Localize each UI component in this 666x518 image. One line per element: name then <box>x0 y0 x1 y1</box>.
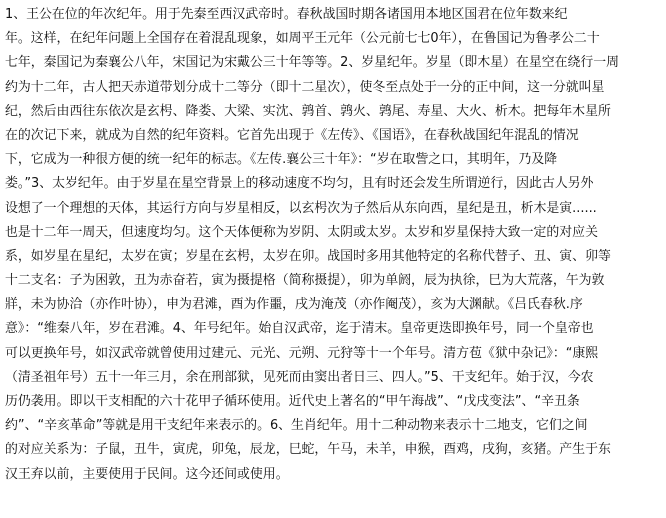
text-line: 设想了一个理想的天体，其运行方向与岁星相反，以玄枵次为子然后从东向西，星纪是丑，析木是寅...... <box>5 200 597 216</box>
text-line: 约为十二年，古人把天赤道带划分成十二等分（即十二星次），使冬至点处于一分的正中间，这一分就叫星 <box>5 79 605 95</box>
text-line: 的对应关系为：子鼠，丑牛，寅虎，卯兔，辰龙，巳蛇，午马，未羊，申猴，酉鸡，戌狗，亥猪。产生于东 <box>5 442 611 458</box>
text-line: （清圣祖年号）五十一年三月，余在刑部狱，见死而由窦出者日三、四人。”5、干支纪年。始于汉，今农 <box>5 369 594 385</box>
text-line: 也是十二年一周天，但速度均匀。这个天体便称为岁阴、太阴或太岁。太岁和岁星保持大致一定的对应关 <box>5 224 598 240</box>
text-line: 牂，未为协洽（亦作叶协），申为君滩，酉为作噩，戌为淹茂（亦作阉茂），亥为大渊献。《吕氏春秋.序 <box>5 297 583 313</box>
text-line: 纪，然后由西往东依次是玄枵、降娄、大梁、实沈、鹑首、鹑火、鹑尾、寿星、大火、析木。把每年木星所 <box>5 103 611 119</box>
text-line: 意》：“维秦八年，岁在君滩。4、年号纪年。始自汉武帝，迄于清末。皇帝更迭即换年号，同一个皇帝也 <box>5 321 594 337</box>
text-line: 约”、“辛亥革命”等就是用干支纪年来表示的。6、生肖纪年。用十二种动物来表示十二地支，它们之间 <box>5 418 588 434</box>
text-line: 娄。”3、太岁纪年。由于岁星在星空背景上的移动速度不均匀，且有时还会发生所谓逆行，因此古人另外 <box>5 176 594 192</box>
text-line: 汉王弃以前，主要使用于民间。这今还间或使用。 <box>5 466 289 482</box>
text-line: 可以更换年号，如汉武帝就曾使用过建元、元光、元朔、元狩等十一个年号。清方苞《狱中杂记》：“康熙 <box>5 345 599 361</box>
text-line: 系，如岁星在星纪，太岁在寅；岁星在玄枵，太岁在卯。战国时多用其他特定的名称代替子、丑、寅、卯等 <box>5 248 611 264</box>
text-line: 历仍袭用。即以干支相配的六十花甲子循环使用。近代史上著名的“甲午海战”、“戊戌变法”、“辛丑条 <box>5 394 580 409</box>
text-line: 在的次记下来，就成为自然的纪年资料。它首先出现于《左传》、《国语》，在春秋战国纪年混乱的情况 <box>5 127 579 143</box>
text-line: 七年，秦国记为秦襄公八年，宋国记为宋戴公三十年等等。2、岁星纪年。岁星（即木星）在星空在绕行一周 <box>5 55 620 71</box>
text-line: 1、王公在位的年次纪年。用于先秦至西汉武帝时。春秋战国时期各诸国用本地区国君在位年数来纪 <box>5 7 568 22</box>
text-line: 年。这样，在纪年问题上全国存在着混乱现象，如周平王元年（公元前七七0年），在鲁国记为鲁孝公二十 <box>5 31 600 47</box>
text-line: 下，它成为一种很方便的统一纪年的标志。《左传.襄公三十年》：“岁在取訾之口，其明年，乃及降 <box>5 152 558 168</box>
text-line: 十二支名：子为困敦，丑为赤奋若，寅为摄提格（简称摄提），卯为单阏，辰为执徐，巳为大荒落，午为敦 <box>5 273 605 289</box>
